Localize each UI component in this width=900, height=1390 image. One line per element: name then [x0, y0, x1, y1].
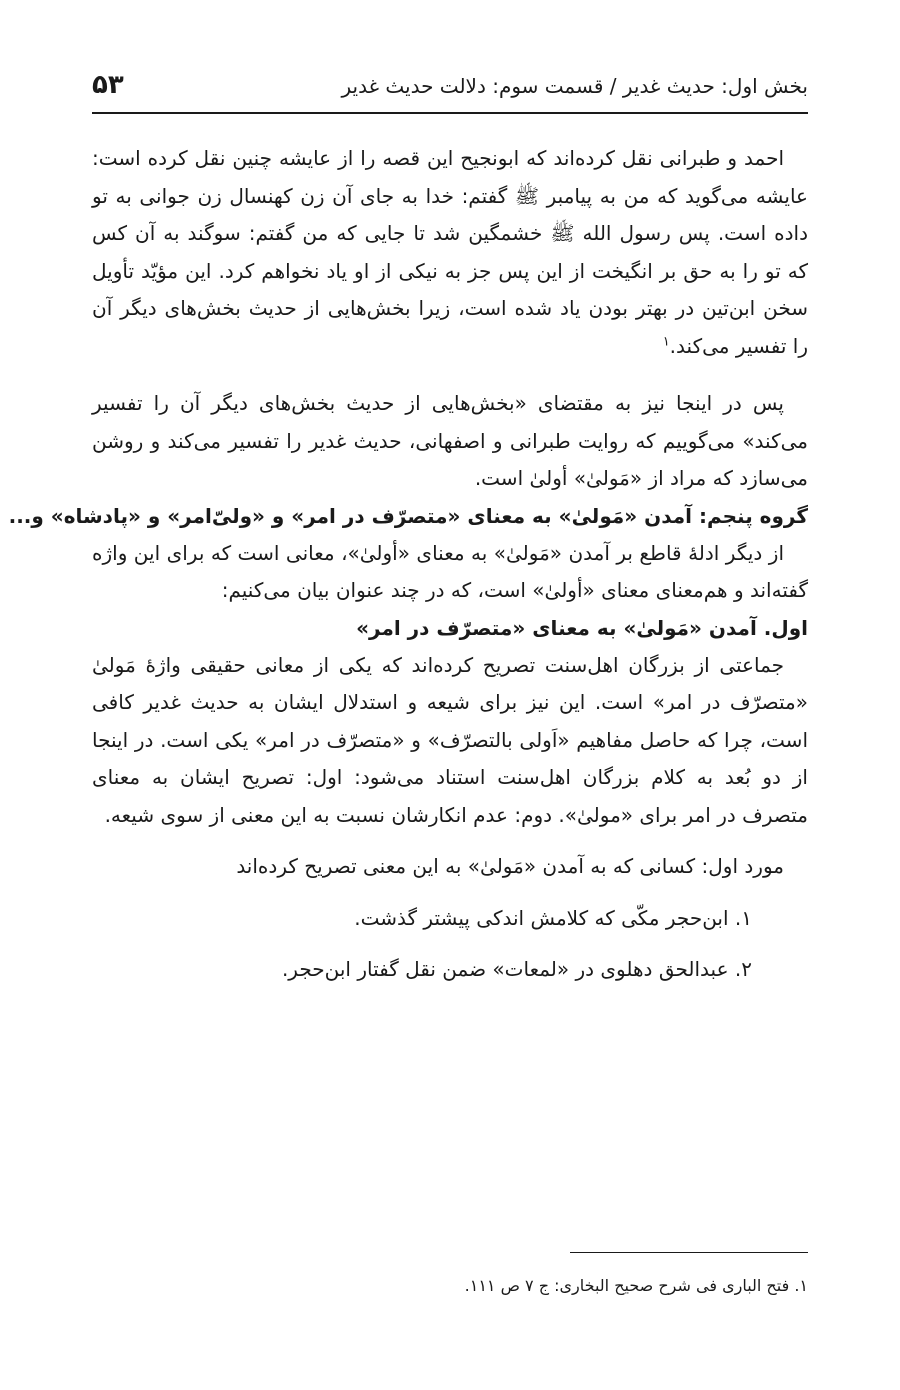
subsection-heading-first: اول. آمدن «مَولیٰ» به معنای «متصرّف در امر» [356, 615, 808, 640]
paragraph-1-text: احمد و طبرانی نقل کرده‌اند که ابونجیح این قصه را از عایشه چنین نقل کرده است: عایشه می‌گوید که من به پیامبر ﷺ گفتم: خدا به جای آن زن کهنسال زن جوانی به تو داده است. پس رسول الله ﷺ خشمگین شد تا جایی که من گفتم: سوگند به آن کس که تو را به حق بر انگیخت از این پس جز به نیکی از او یاد نخواهم کرد. این مؤیّد تأویل سخن ابن‌تین در بهتر بودن یاد شده است، زیرا بخش‌هایی از حدیث بخش‌های دیگر آن را تفسیر می‌کند. [92, 146, 808, 358]
paragraph-3: از دیگر ادلهٔ قاطع بر آمدن «مَولیٰ» به معنای «أولیٰ»، معانی است که برای این واژه گفته‌اند و هم‌معنای معنای «أولیٰ» است، که در چند عنوان بیان می‌کنیم: [92, 540, 808, 602]
page-number: ۵۳ [92, 70, 124, 100]
paragraph-2: پس در اینجا نیز به مقتضای «بخش‌هایی از حدیث بخش‌های دیگر آن را تفسیر می‌کند» می‌گوییم که روایت طبرانی و اصفهانی، حدیث غدیر را تفسیر می‌کند و روشن می‌سازد که مراد از «مَولیٰ» أولیٰ است. [92, 391, 808, 490]
footnote-reference[interactable]: ۱ [662, 333, 670, 349]
main-text [8, 140, 808, 989]
list-item-1: ۱. ابن‌حجر مکّی که کلامش اندکی پیشتر گذشت. [354, 905, 752, 930]
paragraph-4: جماعتی از بزرگان اهل‌سنت تصریح کرده‌اند که یکی از معانی حقیقی واژهٔ مَولیٰ «متصرّف در امر» است. این نیز برای شیعه و استدلال ایشان به حدیث غدیر کافی است، چرا که حاصل مفاهیم «اَولی بالتصرّف» و «متصرّف در امر» یکی است. در اینجا از دو بُعد به کلام بزرگان اهل‌سنت استناد می‌شود: اول: تصریح ایشان به معنای متصرف در امر برای «مولیٰ». دوم: عدم انکارشان نسبت به این معنی از سوی شیعه. [92, 652, 808, 827]
paragraph-1 [92, 140, 808, 365]
paragraph-5: مورد اول: کسانی که به آمدن «مَولیٰ» به این معنی تصریح کرده‌اند [236, 854, 784, 878]
footnote: ۱. فتح الباری فی شرح صحیح البخاری: ج ۷ ص ۱۱۱. [464, 1276, 808, 1295]
section-heading-group-five: گروه پنجم: آمدن «مَولیٰ» به معنای «متصرّف در امر» و «ولیّ‌امر» و «پادشاه» و... [8, 503, 808, 528]
footnote-divider [570, 1252, 808, 1253]
header-title: بخش اول: حدیث غدیر / قسمت سوم: دلالت حدیث غدیر [341, 74, 808, 98]
running-header [92, 66, 808, 114]
list-item-2: ۲. عبدالحق دهلوی در «لمعات» ضمن نقل گفتار ابن‌حجر. [281, 957, 752, 981]
